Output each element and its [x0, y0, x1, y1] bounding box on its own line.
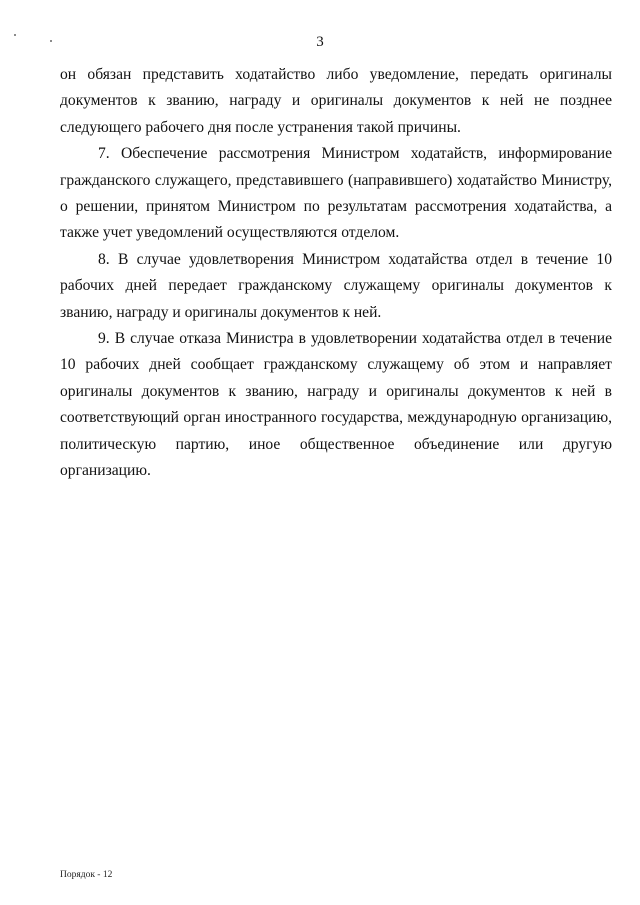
footer-document-reference: Порядок - 12: [60, 870, 113, 880]
document-body: [60, 62, 612, 485]
paragraph-7: 7. Обеспечение рассмотрения Министром ходатайств, информирование гражданского служащего, представившего (направившего) ходатайство Министру, о решении, принятом Министром по результатам рассмотрения ходатайства, а также учет уведомлений осуществляются отделом.: [60, 145, 612, 242]
paragraph-8: 8. В случае удовлетворения Министром ходатайства отдел в течение 10 рабочих дней передает гражданскому служащему оригиналы документов к званию, награду и оригиналы документов к ней.: [60, 250, 612, 321]
paragraph-continuation: он обязан представить ходатайство либо уведомление, передать оригиналы документов к званию, награду и оригиналы документов к ней не позднее следующего рабочего дня после устранения такой причины.: [60, 66, 612, 136]
paragraph-9: 9. В случае отказа Министра в удовлетворении ходатайства отдел в течение 10 рабочих дней сообщает гражданскому служащему об этом и направляет оригиналы документов к званию, награду и оригиналы документов к ней в соответствующий орган иностранного государства, международную организацию, политическую партию, иное общественное объединение или другую организацию.: [60, 330, 612, 480]
page-number: 3: [316, 34, 324, 50]
